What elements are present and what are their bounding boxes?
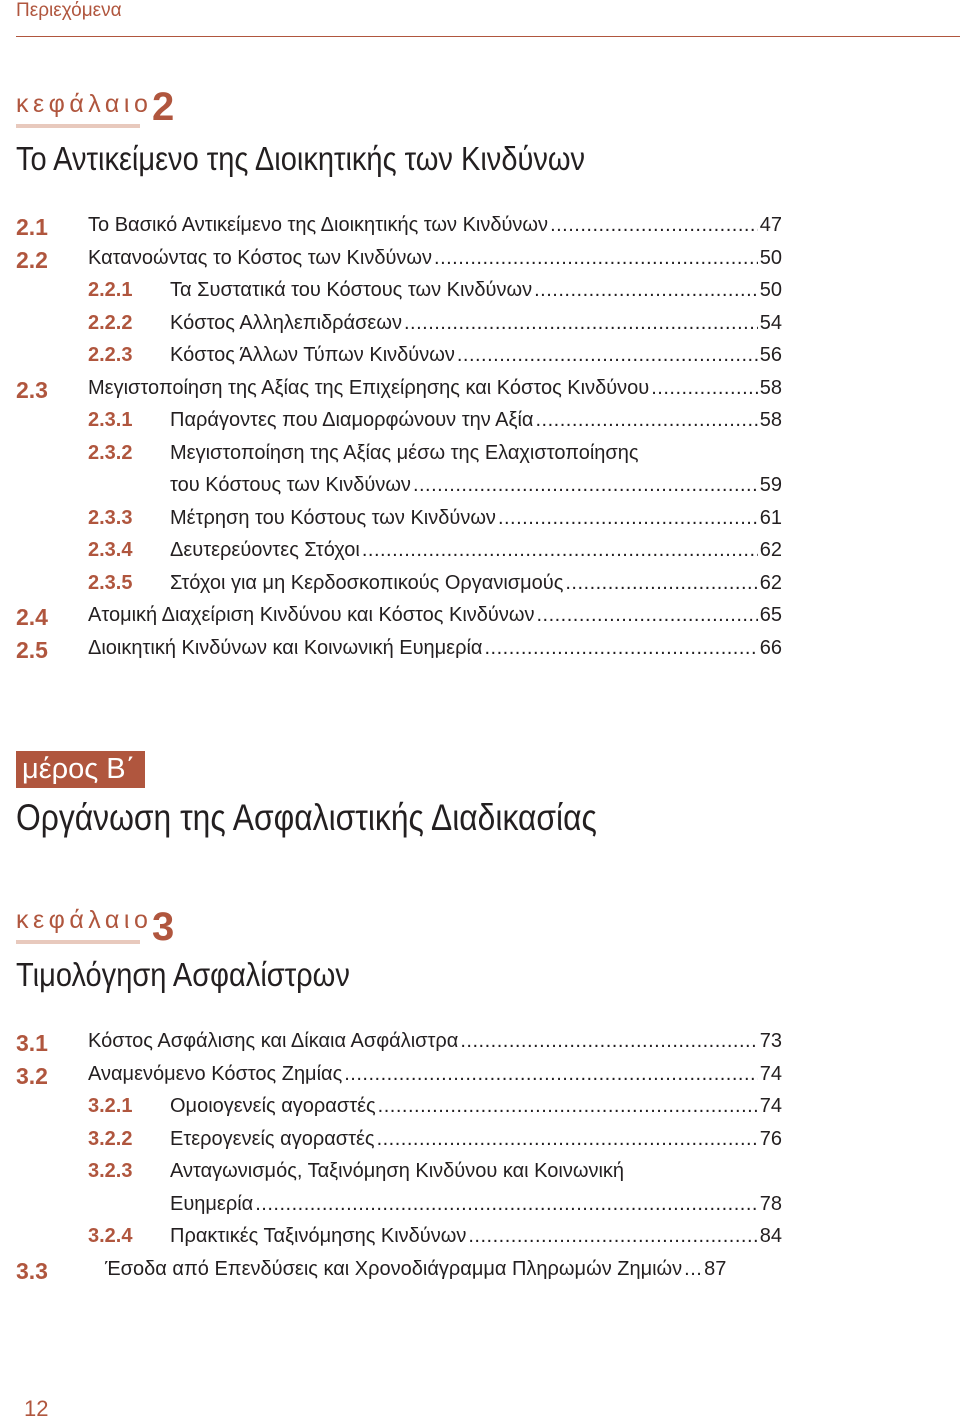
toc-entry[interactable] xyxy=(16,507,782,540)
toc-entry-page: 59 xyxy=(759,474,782,496)
toc-entry[interactable] xyxy=(16,1160,782,1225)
chapter-title: Το Αντικείμενο της Διοικητικής των Κινδύνων xyxy=(16,140,586,177)
leader-dots xyxy=(484,637,757,660)
leader-dots xyxy=(468,1225,757,1248)
toc-entry-title: Έσοδα από Επενδύσεις και Χρονοδιάγραμμα Πληρωμών Ζημιών xyxy=(105,1257,683,1280)
toc-entry-page: 58 xyxy=(759,376,782,399)
toc-entry-title: Στόχοι για μη Κερδοσκοπικούς Οργανισμούς xyxy=(170,571,564,594)
toc-entry-number: 2.2.2 xyxy=(88,311,133,334)
toc-entry-page: 62 xyxy=(759,539,782,561)
toc-chapter-2 xyxy=(16,214,782,669)
running-header: Περιεχόμενα xyxy=(16,0,122,21)
part-title: Οργάνωση της Ασφαλιστικής Διαδικασίας xyxy=(16,797,597,838)
toc-entry-page: 73 xyxy=(759,1030,782,1052)
leader-dots xyxy=(460,1030,757,1053)
toc-entry-number: 2.4 xyxy=(16,604,48,630)
leader-dots xyxy=(498,507,758,530)
toc-entry-title: Κατανοώντας το Κόστος των Κινδύνων xyxy=(88,246,433,269)
leader-dots xyxy=(377,1128,758,1151)
leader-dots xyxy=(535,409,757,432)
toc-entry-title: Μεγιστοποίηση της Αξίας της Επιχείρησης και Κόστος Κινδύνου xyxy=(88,376,650,399)
leader-dots xyxy=(457,344,758,367)
toc-entry-title: Ατομική Διαχείριση Κινδύνου και Κόστος Κινδύνων xyxy=(88,604,535,626)
toc-entry[interactable] xyxy=(16,377,782,410)
leader-dots xyxy=(534,279,758,302)
toc-entry-page: 61 xyxy=(759,506,782,529)
leader-dots xyxy=(684,1258,702,1281)
toc-entry-page: 56 xyxy=(759,344,782,366)
leader-dots xyxy=(434,247,758,270)
toc-entry-page: 54 xyxy=(759,311,782,334)
toc-entry-title: Τα Συστατικά του Κόστους των Κινδύνων xyxy=(170,279,533,301)
toc-entry[interactable] xyxy=(16,1030,782,1063)
chapter-label: κεφάλαιο xyxy=(16,906,153,934)
part-badge: μέρος Β΄ xyxy=(16,751,145,788)
toc-entry-page: 76 xyxy=(759,1127,782,1150)
toc-entry-title-line1: Μεγιστοποίηση της Αξίας μέσω της Ελαχιστοποίησης xyxy=(170,441,639,464)
chapter-underline xyxy=(16,940,140,944)
toc-entry-number: 3.2 xyxy=(16,1062,48,1089)
toc-entry-page: 74 xyxy=(759,1095,782,1117)
toc-entry[interactable] xyxy=(16,1063,782,1096)
toc-entry-number: 3.2.4 xyxy=(88,1225,133,1247)
toc-entry-number: 3.1 xyxy=(16,1030,48,1056)
toc-entry-page: 87 xyxy=(704,1257,727,1280)
chapter-underline xyxy=(16,124,140,128)
toc-entry[interactable] xyxy=(16,279,782,312)
toc-entry-title: Κόστος Ασφάλισης και Δίκαια Ασφάλιστρα xyxy=(88,1030,459,1052)
toc-entry[interactable] xyxy=(16,539,782,572)
toc-entry-title: Κόστος Αλληλεπιδράσεων xyxy=(170,311,402,334)
toc-entry-page: 47 xyxy=(759,214,782,236)
header-rule xyxy=(16,36,960,37)
toc-entry-number: 2.3 xyxy=(16,376,48,403)
toc-entry-number: 2.2 xyxy=(16,246,48,273)
toc-entry-title: Ετερογενείς αγοραστές xyxy=(170,1127,375,1150)
toc-entry-title: Παράγοντες που Διαμορφώνουν την Αξία xyxy=(170,409,534,431)
toc-entry[interactable] xyxy=(16,604,782,637)
toc-entry[interactable] xyxy=(16,344,782,377)
page-number: 12 xyxy=(24,1396,49,1421)
leader-dots xyxy=(362,539,758,562)
leader-dots xyxy=(378,1095,758,1118)
toc-entry[interactable] xyxy=(16,1095,782,1128)
toc-entry[interactable] xyxy=(16,409,782,442)
leader-dots xyxy=(344,1063,758,1086)
toc-entry-page: 84 xyxy=(759,1225,782,1247)
toc-entry-title: Ευημερία xyxy=(170,1192,254,1215)
toc-entry-title-line1: Ανταγωνισμός, Ταξινόμηση Κινδύνου και Κοινωνική xyxy=(170,1160,625,1182)
toc-chapter-3 xyxy=(16,1030,782,1290)
toc-entry-page: 78 xyxy=(759,1192,782,1215)
toc-entry-number: 2.1 xyxy=(16,214,48,240)
toc-entry-title: Ομοιογενείς αγοραστές xyxy=(170,1095,376,1117)
toc-entry-number: 2.3.4 xyxy=(88,539,133,561)
chapter-title: Τιμολόγηση Ασφαλίστρων xyxy=(16,956,350,993)
leader-dots xyxy=(255,1193,758,1216)
toc-entry-title: Διοικητική Κινδύνων και Κοινωνική Ευημερία xyxy=(88,636,483,659)
toc-entry-title: του Κόστους των Κινδύνων xyxy=(170,474,411,496)
toc-entry[interactable] xyxy=(16,1225,782,1258)
chapter-number: 3 xyxy=(152,905,175,949)
toc-entry-number: 2.3.2 xyxy=(88,441,133,464)
toc-entry-number: 2.3.5 xyxy=(88,571,133,594)
leader-dots xyxy=(404,312,758,335)
toc-entry-number: 2.2.3 xyxy=(88,344,133,366)
toc-entry-title: Μέτρηση του Κόστους των Κινδύνων xyxy=(170,506,496,529)
toc-entry[interactable] xyxy=(16,247,782,280)
toc-entry-page: 74 xyxy=(759,1062,782,1085)
toc-entry-number: 3.2.1 xyxy=(88,1095,133,1117)
leader-dots xyxy=(565,572,757,595)
toc-entry[interactable] xyxy=(16,442,782,507)
toc-entry-title: Αναμενόμενο Κόστος Ζημίας xyxy=(88,1062,343,1085)
toc-entry-page: 58 xyxy=(759,409,782,431)
leader-dots xyxy=(536,604,757,627)
toc-entry[interactable] xyxy=(16,637,782,670)
toc-entry[interactable] xyxy=(16,312,782,345)
toc-entry[interactable] xyxy=(16,1128,782,1161)
toc-entry-title: Το Βασικό Αντικείμενο της Διοικητικής των Κινδύνων xyxy=(88,214,549,236)
toc-entry-title: Κόστος Άλλων Τύπων Κινδύνων xyxy=(170,344,455,366)
toc-entry-number: 3.3 xyxy=(16,1257,48,1284)
toc-entry-page: 62 xyxy=(759,571,782,594)
toc-entry-title: Πρακτικές Ταξινόμησης Κινδύνων xyxy=(170,1225,467,1247)
toc-entry[interactable] xyxy=(16,572,782,605)
toc-entry-number: 2.3.1 xyxy=(88,409,133,431)
toc-entry-title: Δευτερεύοντες Στόχοι xyxy=(170,539,360,561)
toc-entry-number: 3.2.2 xyxy=(88,1127,133,1150)
toc-entry-page: 50 xyxy=(759,246,782,269)
toc-entry-page: 66 xyxy=(759,636,782,659)
leader-dots xyxy=(413,474,758,497)
toc-entry-number: 2.5 xyxy=(16,636,48,663)
toc-entry-number: 3.2.3 xyxy=(88,1160,133,1182)
toc-entry-page: 65 xyxy=(759,604,782,626)
toc-entry-number: 2.3.3 xyxy=(88,506,133,529)
toc-entry[interactable] xyxy=(16,1258,782,1291)
toc-entry-page: 50 xyxy=(759,279,782,301)
leader-dots xyxy=(550,214,758,237)
leader-dots xyxy=(651,377,758,400)
toc-entry[interactable] xyxy=(16,214,782,247)
chapter-label: κεφάλαιο xyxy=(16,90,153,118)
chapter-number: 2 xyxy=(152,85,175,129)
toc-entry-number: 2.2.1 xyxy=(88,279,133,301)
